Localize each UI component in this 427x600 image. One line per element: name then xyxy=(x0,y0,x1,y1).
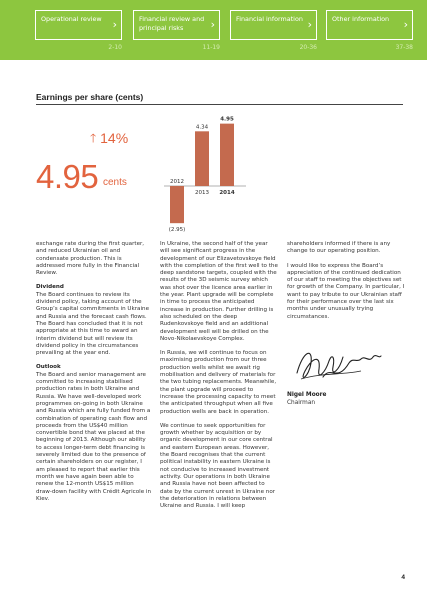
chevron-right-icon: › xyxy=(307,18,312,31)
category-label-2012: 2012 xyxy=(170,179,184,185)
signature-image xyxy=(291,343,386,388)
text-column-2 xyxy=(160,241,278,517)
tab-other-information[interactable] xyxy=(326,10,413,40)
bar-2012 xyxy=(170,186,184,223)
value-label-2012: (2.95) xyxy=(168,227,186,234)
chevron-right-icon: › xyxy=(210,18,215,31)
paragraph: The Board and senior management are committed to increasing stabilised production rates in both Ukraine and Russia. We have well-developed work programmes on-going in both Ukraine and Russia which are fully funded from a combination of operating cash flow and proceeds from the US$40 million convertible bond that we placed at the beginning of 2013. Although our ability to access longer-term debt financing is severely limited due to the presence of certain shareholders on our register, I am pleased to report that earlier this month we have again been able to renew the 12-month US$15 million draw-down facility with Crédit Agricole in Kiev. xyxy=(36,371,152,502)
tab-label: Other information xyxy=(332,15,390,23)
paragraph: shareholders informed if there is any change to our operating position. xyxy=(287,241,391,255)
value-label-2013: 4.34 xyxy=(195,124,209,131)
paragraph: In Ukraine, the second half of the year will see significant progress in the development of our Elizavetovskoye field with the completion of the first well to the deep sandstone targets, coupled with the results of the 3D seismic survey which was shot over the licence area earlier in the year. Plant upgrade will be complete in time to process the anticipated increase in production. Further drilling is also scheduled on the deep Rudenkovskoye field and an additional development well will be drilled on the Novo-Nikolaevskoye Complex. xyxy=(160,241,278,342)
tab-pages: 11-19 xyxy=(202,44,220,51)
page-number: 4 xyxy=(401,574,405,581)
tab-financial-information[interactable] xyxy=(230,10,317,40)
value-label-2014: 4.95 xyxy=(220,116,234,123)
category-label-2013: 2013 xyxy=(195,190,209,196)
heading-dividend: Dividend xyxy=(36,284,64,291)
text-column-1 xyxy=(36,241,151,510)
tab-pages: 2-10 xyxy=(108,44,122,51)
tab-label: Operational review xyxy=(41,15,102,23)
tab-pages: 37-38 xyxy=(395,44,413,51)
paragraph: exchange rate during the first quarter, and reduced Ukrainian oil and condensate production. This is addressed more fully in the Financial Review. xyxy=(36,241,145,277)
tab-pages: 20-36 xyxy=(299,44,317,51)
section-title: Earnings per share (cents) xyxy=(36,92,144,102)
arrow-up-icon: 🡑 xyxy=(90,131,97,145)
heading-outlook: Outlook xyxy=(36,364,61,371)
category-label-2014: 2014 xyxy=(219,190,235,196)
chevron-right-icon: › xyxy=(112,18,117,31)
tab-label: Financial review and principal risks xyxy=(139,15,205,32)
eps-change xyxy=(90,130,128,151)
eps-value: 4.95 xyxy=(36,158,99,195)
paragraph: The Board continues to review its dividend policy, taking account of the Group’s capital commitments in Ukraine and Russia and the forecast cash flows. The Board has concluded that it is not appropriate at this time to award an interim dividend but will review its dividend policy in the circumstances prevailing at the year end. xyxy=(36,291,150,357)
tab-financial-review[interactable] xyxy=(133,10,220,40)
eps-change-value: 14% xyxy=(100,130,129,146)
eps-bar-chart xyxy=(160,116,250,235)
paragraph: I would like to express the Board’s appreciation of the continued dedication of our staff to meeting the objectives set for growth of the Company. In particular, I want to pay tribute to our Ukrainian staff for their performance over the last six months under unusually trying circumstances. xyxy=(287,262,405,320)
paragraph: In Russia, we will continue to focus on maximising production from our three production wells whilst we await rig mobilisation and delivery of materials for the two tubing replacements. Meanwhile, the plant upgrade will proceed to increase the processing capacity to meet the anticipated throughput when all five production wells are back in operation. xyxy=(160,350,277,415)
top-nav-band xyxy=(0,0,427,60)
bar-2014 xyxy=(220,124,234,186)
chevron-right-icon: › xyxy=(403,18,408,31)
paragraph: We continue to seek opportunities for growth whether by acquisition or by organic development in our core central and eastern European areas. However, the Board recognises that the current political instability in eastern Ukraine is not conducive to increased investment activity. Our operations in both Ukraine and Russia have not been affected to date by the current unrest in Ukraine nor the deterioration in relations between Ukraine and Russia. I will keep xyxy=(160,422,276,510)
tab-operational-review[interactable] xyxy=(35,10,122,40)
signer-name: Nigel Moore xyxy=(287,392,327,398)
text-column-3 xyxy=(287,241,405,328)
eps-unit: cents xyxy=(103,177,127,188)
section-divider xyxy=(36,104,403,105)
bar-2013 xyxy=(195,131,209,186)
signer-role: Chairman xyxy=(287,400,316,406)
tab-label: Financial information xyxy=(236,15,303,23)
